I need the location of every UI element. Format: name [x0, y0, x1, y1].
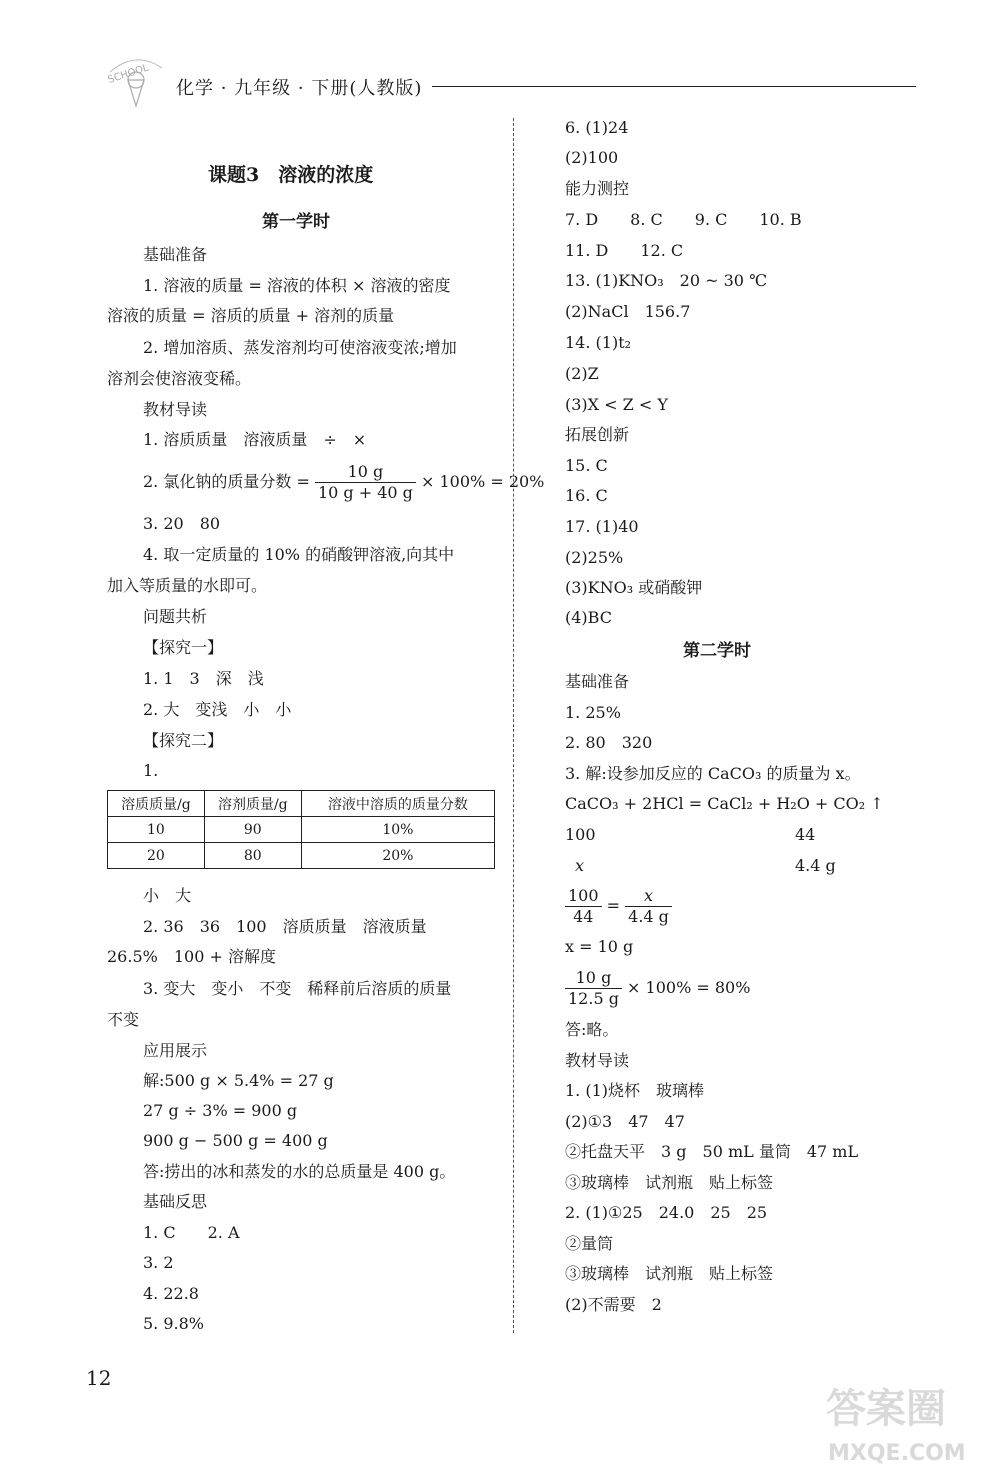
left-line: 1. C 2. A — [143, 1223, 240, 1242]
mass-fraction-formula — [143, 462, 544, 503]
left-line: 教材导读 — [143, 400, 208, 419]
right-line: (3)X < Z < Y — [565, 395, 668, 414]
left-line: 900 g − 500 g = 400 g — [143, 1131, 328, 1150]
svg-text:答案圈: 答案圈 — [826, 1386, 946, 1432]
table-cell: 80 — [204, 843, 301, 869]
fraction-denominator: 44 — [573, 907, 594, 926]
right-line: (4)BC — [565, 608, 612, 627]
table-cell: 20% — [301, 843, 494, 869]
right-line: 17. (1)40 — [565, 517, 639, 536]
fraction — [565, 886, 602, 927]
formula-prefix: 2. 氯化钠的质量分数 = — [143, 472, 310, 491]
right-line: 15. C — [565, 456, 608, 475]
left-line: 溶液的质量 = 溶质的质量 + 溶剂的质量 — [107, 306, 395, 325]
left-line: 基础准备 — [143, 245, 208, 264]
svg-text:SCHOOL: SCHOOL — [106, 62, 151, 86]
table-row — [108, 817, 495, 843]
fraction-numerator: 10 g — [315, 462, 416, 483]
right-line: 6. (1)24 — [565, 118, 629, 137]
right-line: (2)NaCl 156.7 — [565, 302, 691, 321]
left-line: 2. 大 变浅 小 小 — [143, 700, 292, 719]
svg-text:MXQE.COM: MXQE.COM — [828, 1441, 966, 1466]
right-line: ②托盘天平 3 g 50 mL 量筒 47 mL — [565, 1142, 859, 1161]
table-cell: 10% — [301, 817, 494, 843]
left-line: 1. 溶液的质量 = 溶液的体积 × 溶液的密度 — [143, 276, 451, 295]
right-line: 16. C — [565, 486, 608, 505]
right-line: (3)KNO₃ 或硝酸钾 — [565, 578, 703, 597]
right-line: 2. (1)①25 24.0 25 25 — [565, 1203, 768, 1222]
table-row — [108, 843, 495, 869]
left-line: 不变 — [107, 1010, 140, 1029]
period2-title: 第二学时 — [683, 641, 751, 661]
fraction-numerator: x — [625, 886, 672, 907]
right-line: 11. D 12. C — [565, 241, 684, 260]
right-line: ③玻璃棒 试剂瓶 贴上标签 — [565, 1264, 774, 1283]
fraction-denominator: 10 g + 40 g — [317, 483, 413, 502]
column-divider — [513, 118, 514, 1333]
header-title: 化学 · 九年级 · 下册(人教版) — [176, 78, 423, 99]
left-line: 3. 20 80 — [143, 514, 221, 533]
fraction-numerator: 100 — [565, 886, 602, 907]
equation-value: 4.4 g — [795, 856, 836, 875]
table-header-cell: 溶质质量/g — [108, 791, 205, 817]
left-line: 【探究二】 — [143, 731, 224, 750]
table-cell: 90 — [204, 817, 301, 843]
left-line: 4. 22.8 — [143, 1284, 199, 1303]
page-number: 12 — [86, 1366, 112, 1390]
equals-sign: = — [606, 896, 621, 915]
right-line: 14. (1)t₂ — [565, 333, 632, 352]
lesson-title: 课题3 溶液的浓度 — [208, 164, 374, 186]
left-line: 基础反思 — [143, 1192, 208, 1211]
fraction — [565, 968, 622, 1009]
right-line: (2)25% — [565, 548, 624, 567]
fraction — [625, 886, 672, 927]
left-line: 解:500 g × 5.4% = 27 g — [143, 1071, 334, 1090]
equation-value: 100 — [565, 825, 596, 844]
table-header-row — [108, 791, 495, 817]
left-line: 26.5% 100 + 溶解度 — [107, 947, 276, 966]
left-line: 加入等质量的水即可。 — [107, 576, 268, 595]
left-line: 问题共析 — [143, 607, 208, 626]
right-line: 教材导读 — [565, 1051, 630, 1070]
right-line: 基础准备 — [565, 672, 630, 691]
right-line: 答:略。 — [565, 1020, 619, 1039]
right-line: 1. 25% — [565, 703, 621, 722]
right-line: (2)100 — [565, 148, 619, 167]
left-line: 答:捞出的冰和蒸发的水的总质量是 400 g。 — [143, 1162, 456, 1181]
right-line: 13. (1)KNO₃ 20 ~ 30 ℃ — [565, 271, 767, 290]
fraction-denominator: 4.4 g — [628, 907, 669, 926]
school-logo-icon — [100, 50, 170, 110]
right-line: (2)①3 47 47 — [565, 1112, 685, 1131]
left-line: 1. 1 3 深 浅 — [143, 669, 264, 688]
x-result: x = 10 g — [565, 937, 634, 956]
equation-line: CaCO₃ + 2HCl = CaCl₂ + H₂O + CO₂ ↑ — [565, 794, 884, 813]
fraction-denominator: 12.5 g — [568, 989, 619, 1008]
period1-title: 第一学时 — [262, 212, 330, 232]
left-line: 小 大 — [143, 886, 192, 905]
left-line: 4. 取一定质量的 10% 的硝酸钾溶液,向其中 — [143, 545, 455, 564]
right-line: 拓展创新 — [565, 425, 630, 444]
left-line: 溶剂会使溶液变稀。 — [107, 369, 252, 388]
right-line: ③玻璃棒 试剂瓶 贴上标签 — [565, 1173, 774, 1192]
formula-suffix: × 100% = 20% — [421, 472, 545, 491]
right-line: 2. 80 320 — [565, 733, 653, 752]
right-line: 1. (1)烧杯 玻璃棒 — [565, 1081, 705, 1100]
header-rule — [432, 86, 916, 87]
fraction-numerator: 10 g — [565, 968, 622, 989]
ratio-equation — [565, 886, 672, 927]
table-cell: 20 — [108, 843, 205, 869]
right-line: 3. 解:设参加反应的 CaCO₃ 的质量为 x。 — [565, 764, 861, 783]
left-line: 应用展示 — [143, 1041, 208, 1060]
left-line: 1. 溶质质量 溶液质量 ÷ × — [143, 430, 367, 449]
table-header-cell: 溶剂质量/g — [204, 791, 301, 817]
purity-formula — [565, 968, 750, 1009]
left-line: 27 g ÷ 3% = 900 g — [143, 1101, 298, 1120]
right-line: 能力测控 — [565, 179, 630, 198]
left-line: 【探究一】 — [143, 638, 224, 657]
left-line: 2. 增加溶质、蒸发溶剂均可使溶液变浓;增加 — [143, 338, 457, 357]
watermark-logo — [818, 1376, 998, 1468]
formula-suffix: × 100% = 80% — [627, 978, 751, 997]
left-line: 2. 36 36 100 溶质质量 溶液质量 — [143, 917, 427, 936]
equation-value: 44 — [795, 825, 816, 844]
left-line: 3. 2 — [143, 1253, 174, 1272]
right-line: ②量筒 — [565, 1234, 614, 1253]
table-cell: 10 — [108, 817, 205, 843]
fraction — [315, 462, 416, 503]
left-line: 5. 9.8% — [143, 1314, 204, 1333]
table-header-cell: 溶液中溶质的质量分数 — [301, 791, 494, 817]
left-line: 1. — [143, 761, 159, 780]
solution-table — [107, 790, 495, 869]
right-line: (2)不需要 2 — [565, 1295, 662, 1314]
right-line: (2)Z — [565, 364, 599, 383]
left-line: 3. 变大 变小 不变 稀释前后溶质的质量 — [143, 979, 452, 998]
right-line: 7. D 8. C 9. C 10. B — [565, 210, 802, 229]
equation-value: x — [575, 856, 585, 875]
